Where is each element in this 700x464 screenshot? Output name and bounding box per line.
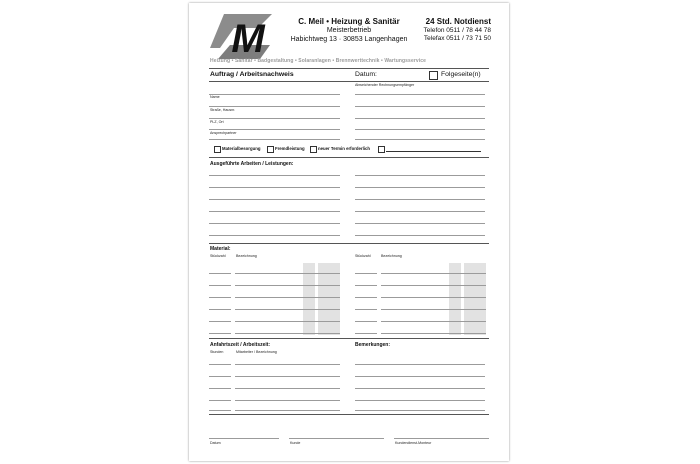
write-line[interactable]: [209, 321, 231, 322]
travel-label: Anfahrtszeit / Arbeitszeit:: [210, 342, 271, 348]
write-line[interactable]: [235, 297, 340, 298]
write-line[interactable]: [381, 273, 486, 274]
write-line[interactable]: [355, 388, 485, 389]
desc-label-left: Bezeichnung: [236, 254, 257, 258]
write-line[interactable]: [209, 199, 340, 200]
write-line[interactable]: [235, 309, 340, 310]
write-line[interactable]: [355, 211, 485, 212]
write-line[interactable]: [355, 400, 485, 401]
write-line[interactable]: [235, 321, 340, 322]
write-line[interactable]: [235, 333, 340, 334]
work-label: Ausgeführte Arbeiten / Leistungen:: [210, 161, 294, 167]
write-line[interactable]: [355, 376, 485, 377]
sig-customer-field[interactable]: [289, 438, 384, 439]
sig-technician-field[interactable]: [394, 438, 489, 439]
qty-label-right: Stückzahl: [355, 254, 371, 258]
write-line[interactable]: [381, 321, 486, 322]
write-line[interactable]: [355, 199, 485, 200]
contact-label: Ansprechpartner: [210, 131, 237, 135]
write-line[interactable]: [235, 364, 340, 365]
sig-customer-label: Kunde: [290, 441, 301, 445]
qty-label-left: Stückzahl: [210, 254, 226, 258]
sig-date-label: Datum: [210, 441, 221, 445]
write-line[interactable]: [209, 273, 231, 274]
write-line[interactable]: [209, 376, 231, 377]
write-line[interactable]: [355, 273, 377, 274]
material-label: Material:: [210, 246, 231, 252]
followup-label: Folgeseite(n): [441, 71, 481, 78]
emergency-phone: Telefon 0511 / 78 44 78: [423, 27, 491, 34]
write-line[interactable]: [209, 223, 340, 224]
write-line[interactable]: [209, 285, 231, 286]
write-line[interactable]: [209, 235, 340, 236]
material-checkbox-label: Materialbesorgung: [222, 146, 261, 151]
external-checkbox[interactable]: [267, 146, 274, 153]
company-address: Habichtweg 13 · 30853 Langenhagen: [290, 36, 408, 43]
write-line[interactable]: [355, 223, 485, 224]
write-line[interactable]: [355, 321, 377, 322]
followup-checkbox[interactable]: [429, 71, 438, 80]
write-line[interactable]: [355, 297, 377, 298]
emergency-fax: Telefax 0511 / 73 71 50: [423, 35, 491, 42]
material-checkbox[interactable]: [214, 146, 221, 153]
rule-title: [209, 81, 489, 82]
write-line[interactable]: [209, 410, 231, 411]
write-line[interactable]: [235, 410, 340, 411]
write-line[interactable]: [355, 175, 485, 176]
write-line[interactable]: [209, 364, 231, 365]
write-line[interactable]: [209, 333, 231, 334]
write-line[interactable]: [209, 297, 231, 298]
company-subtitle: Meisterbetrieb: [326, 27, 372, 34]
sig-date-field[interactable]: [209, 438, 279, 439]
write-line[interactable]: [235, 285, 340, 286]
write-line[interactable]: [235, 273, 340, 274]
city-field[interactable]: [209, 129, 340, 130]
services-line: Heizung • Sanitär • Badgestaltung • Solaranlagen • Brennwerttechnik • Wartungsservice: [210, 58, 426, 64]
form-sheet: [189, 3, 509, 461]
write-line[interactable]: [235, 400, 340, 401]
company-name: C. Meil • Heizung & Sanitär: [298, 17, 400, 26]
contact-field[interactable]: [209, 139, 340, 140]
logo-letter: M: [231, 17, 265, 59]
write-line[interactable]: [355, 333, 377, 334]
name-field[interactable]: [209, 106, 340, 107]
company-info: [279, 17, 419, 44]
new-appointment-checkbox-label: neuer Termin erforderlich: [318, 146, 370, 151]
street-label: Straße, Hausnr.: [210, 108, 236, 112]
write-line[interactable]: [209, 400, 231, 401]
city-label: PLZ, Ort: [210, 120, 224, 124]
emergency-info: [424, 17, 491, 43]
write-line[interactable]: [381, 285, 486, 286]
name-label: Name: [210, 95, 220, 99]
write-line[interactable]: [209, 211, 340, 212]
write-line[interactable]: [355, 285, 377, 286]
remarks-label: Bemerkungen:: [355, 342, 391, 348]
write-line[interactable]: [355, 364, 485, 365]
write-line[interactable]: [209, 309, 231, 310]
write-line[interactable]: [355, 187, 485, 188]
write-line[interactable]: [355, 235, 485, 236]
street-field[interactable]: [209, 118, 340, 119]
write-line[interactable]: [355, 410, 485, 411]
other-field[interactable]: [386, 151, 481, 152]
emergency-title: 24 Std. Notdienst: [425, 17, 491, 26]
write-line[interactable]: [209, 388, 231, 389]
write-line[interactable]: [235, 388, 340, 389]
company-logo: [210, 14, 272, 59]
other-checkbox[interactable]: [378, 146, 385, 153]
write-line[interactable]: [355, 309, 377, 310]
write-line[interactable]: [235, 376, 340, 377]
write-line[interactable]: [381, 297, 486, 298]
hours-label: Stunden: [210, 350, 224, 354]
new-appointment-checkbox[interactable]: [310, 146, 317, 153]
external-checkbox-label: Fremdleistung: [275, 146, 305, 151]
sig-technician-label: Kundendienst-Monteur: [395, 441, 432, 445]
form-title: Auftrag / Arbeitsnachweis: [210, 71, 294, 78]
write-line[interactable]: [209, 175, 340, 176]
write-line[interactable]: [381, 309, 486, 310]
desc-label-right: Bezeichnung: [381, 254, 402, 258]
worker-label: Mitarbeiter / Bezeichnung: [236, 350, 277, 354]
rule-top: [209, 68, 489, 69]
write-line[interactable]: [381, 333, 486, 334]
diff-recipient-label: Abweichender Rechnungsempfänger: [355, 83, 415, 87]
write-line[interactable]: [209, 187, 340, 188]
date-label: Datum:: [355, 71, 377, 78]
